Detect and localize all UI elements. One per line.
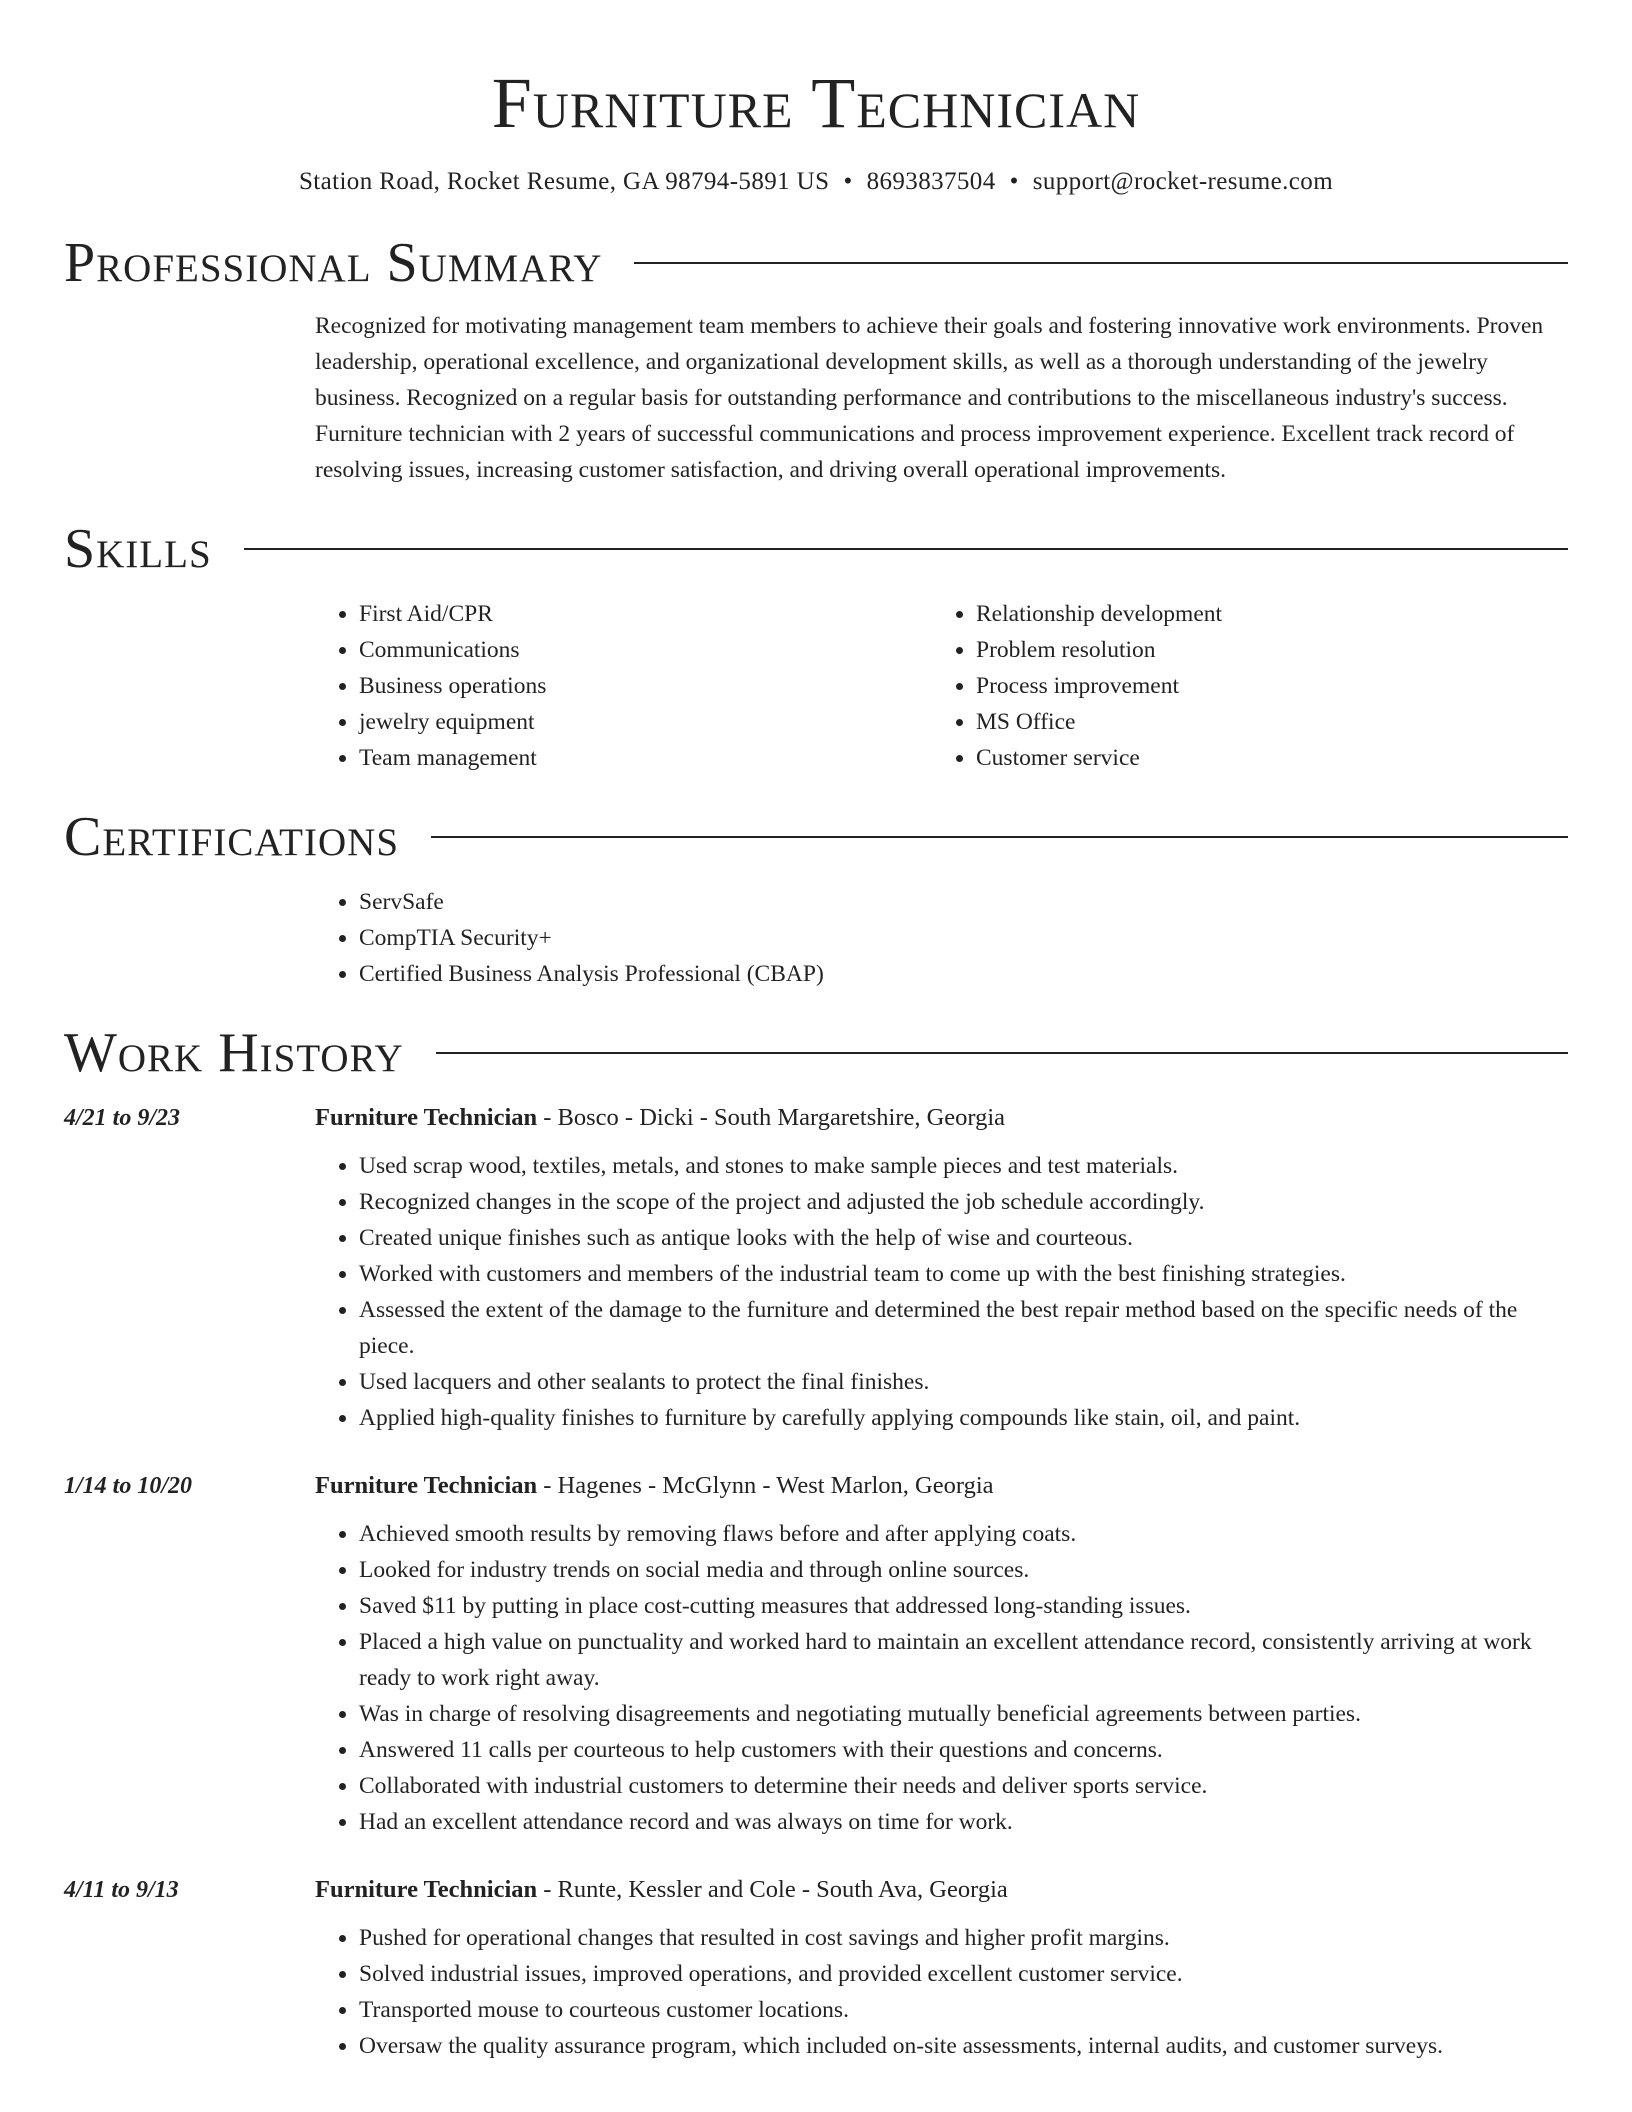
summary-heading: Professional Summary bbox=[64, 232, 603, 294]
certification-item: • ServSafe bbox=[359, 884, 1568, 920]
summary-section-header bbox=[64, 232, 1568, 294]
job-bullets bbox=[315, 1148, 1568, 1436]
job-body bbox=[315, 1466, 1568, 1840]
job-bullet: • Collaborated with industrial customers to determine their needs and deliver sports service. bbox=[359, 1768, 1568, 1804]
skills-grid bbox=[315, 596, 1568, 776]
job-dates: 4/21 to 9/23 bbox=[64, 1105, 181, 1131]
job-bullet: • Answered 11 calls per courteous to help customers with their questions and concerns. bbox=[359, 1732, 1568, 1768]
job-bullet: • Used scrap wood, textiles, metals, and stones to make sample pieces and test materials. bbox=[359, 1148, 1568, 1184]
job-bullet: • Applied high-quality finishes to furniture by carefully applying compounds like stain, oil, and paint. bbox=[359, 1400, 1568, 1436]
summary-text: Recognized for motivating management team members to achieve their goals and fostering innovative work environments. Proven leadership, operational excellence, and organizational development skills, as well as a thorough understanding of the jewelry business. Recognized on a regular basis for outstanding performance and contributions to the miscellaneous industry's success. Furniture technician with 2 years of successful communications and process improvement experience. Excellent track record of resolving issues, increasing customer satisfaction, and driving overall operational improvements. bbox=[315, 313, 1544, 483]
skill-item: • MS Office bbox=[976, 704, 1549, 740]
job-bullet: • Assessed the extent of the damage to the furniture and determined the best repair method based on the specific needs of the piece. bbox=[359, 1292, 1568, 1364]
contact-address: Station Road, Rocket Resume, GA 98794-5891 US bbox=[298, 168, 830, 195]
job-title-line bbox=[315, 1098, 1568, 1138]
skill-item: • Team management bbox=[359, 740, 932, 776]
job-dates: 4/11 to 9/13 bbox=[64, 1877, 179, 1903]
skill-item: • Customer service bbox=[976, 740, 1549, 776]
job-employer: - Hagenes - McGlynn - West Marlon, Georgia bbox=[537, 1472, 994, 1499]
contact-phone: 8693837504 bbox=[866, 168, 996, 195]
job-body bbox=[315, 1098, 1568, 1436]
section-divider bbox=[431, 836, 1568, 838]
job-bullet: • Looked for industry trends on social media and through online sources. bbox=[359, 1552, 1568, 1588]
resume-page bbox=[64, 0, 1568, 2064]
job-bullet: • Created unique finishes such as antique looks with the help of wise and courteous. bbox=[359, 1220, 1568, 1256]
job-employer: - Bosco - Dicki - South Margaretshire, Georgia bbox=[537, 1104, 1006, 1131]
skills-list-right bbox=[932, 596, 1549, 776]
section-divider bbox=[244, 548, 1568, 550]
job-body bbox=[315, 1870, 1568, 2064]
job-bullet: • Oversaw the quality assurance program, which included on-site assessments, internal audits, and customer surveys. bbox=[359, 2028, 1568, 2064]
job-bullet: • Saved $11 by putting in place cost-cutting measures that addressed long-standing issues. bbox=[359, 1588, 1568, 1624]
contact-line bbox=[64, 166, 1568, 198]
skill-item: • Relationship development bbox=[976, 596, 1549, 632]
skills-column-left bbox=[315, 596, 932, 776]
job-bullet: • Transported mouse to courteous customer locations. bbox=[359, 1992, 1568, 2028]
job-title-line bbox=[315, 1466, 1568, 1506]
skills-column-right bbox=[932, 596, 1549, 776]
contact-separator: • bbox=[843, 168, 853, 195]
skill-item: • Communications bbox=[359, 632, 932, 668]
skill-item: • Problem resolution bbox=[976, 632, 1549, 668]
job-entry bbox=[64, 1098, 1568, 1436]
section-divider bbox=[634, 262, 1568, 264]
job-bullet: • Worked with customers and members of the industrial team to come up with the best finishing strategies. bbox=[359, 1256, 1568, 1292]
contact-separator: • bbox=[1009, 168, 1019, 195]
job-bullet: • Had an excellent attendance record and was always on time for work. bbox=[359, 1804, 1568, 1840]
skill-item: • First Aid/CPR bbox=[359, 596, 932, 632]
skill-item: • Process improvement bbox=[976, 668, 1549, 704]
job-bullets bbox=[315, 1920, 1568, 2064]
skills-heading: Skills bbox=[64, 518, 212, 580]
job-bullet: • Used lacquers and other sealants to protect the final finishes. bbox=[359, 1364, 1568, 1400]
job-bullet: • Pushed for operational changes that resulted in cost savings and higher profit margins. bbox=[359, 1920, 1568, 1956]
job-title: Furniture Technician bbox=[315, 1876, 538, 1903]
job-title: Furniture Technician bbox=[315, 1472, 538, 1499]
job-entry bbox=[64, 1870, 1568, 2064]
job-title: Furniture Technician bbox=[315, 1104, 538, 1131]
work-section-header bbox=[64, 1022, 1568, 1084]
job-bullet: • Was in charge of resolving disagreements and negotiating mutually beneficial agreements between parties. bbox=[359, 1696, 1568, 1732]
job-bullet: • Placed a high value on punctuality and worked hard to maintain an excellent attendance record, consistently arriving at work ready to work right away. bbox=[359, 1624, 1568, 1696]
section-divider bbox=[436, 1052, 1568, 1054]
certifications-section-header bbox=[64, 806, 1568, 868]
certifications-list bbox=[315, 884, 1568, 992]
resume-name: Furniture Technician bbox=[491, 63, 1141, 143]
certification-item: • Certified Business Analysis Professional (CBAP) bbox=[359, 956, 1568, 992]
job-title-line bbox=[315, 1870, 1568, 1910]
skill-item: • jewelry equipment bbox=[359, 704, 932, 740]
skills-list-left bbox=[315, 596, 932, 776]
job-bullet: • Solved industrial issues, improved operations, and provided excellent customer service. bbox=[359, 1956, 1568, 1992]
job-bullet: • Achieved smooth results by removing flaws before and after applying coats. bbox=[359, 1516, 1568, 1552]
work-heading: Work History bbox=[64, 1022, 404, 1084]
certification-item: • CompTIA Security+ bbox=[359, 920, 1568, 956]
job-bullets bbox=[315, 1516, 1568, 1840]
job-bullet: • Recognized changes in the scope of the project and adjusted the job schedule accordingly. bbox=[359, 1184, 1568, 1220]
job-dates: 1/14 to 10/20 bbox=[64, 1473, 193, 1499]
certifications-block bbox=[315, 884, 1568, 992]
skills-section-header bbox=[64, 518, 1568, 580]
job-employer: - Runte, Kessler and Cole - South Ava, Georgia bbox=[537, 1876, 1008, 1903]
contact-email: support@rocket-resume.com bbox=[1032, 168, 1334, 195]
skill-item: • Business operations bbox=[359, 668, 932, 704]
certifications-heading: Certifications bbox=[64, 806, 400, 868]
job-entry bbox=[64, 1466, 1568, 1840]
